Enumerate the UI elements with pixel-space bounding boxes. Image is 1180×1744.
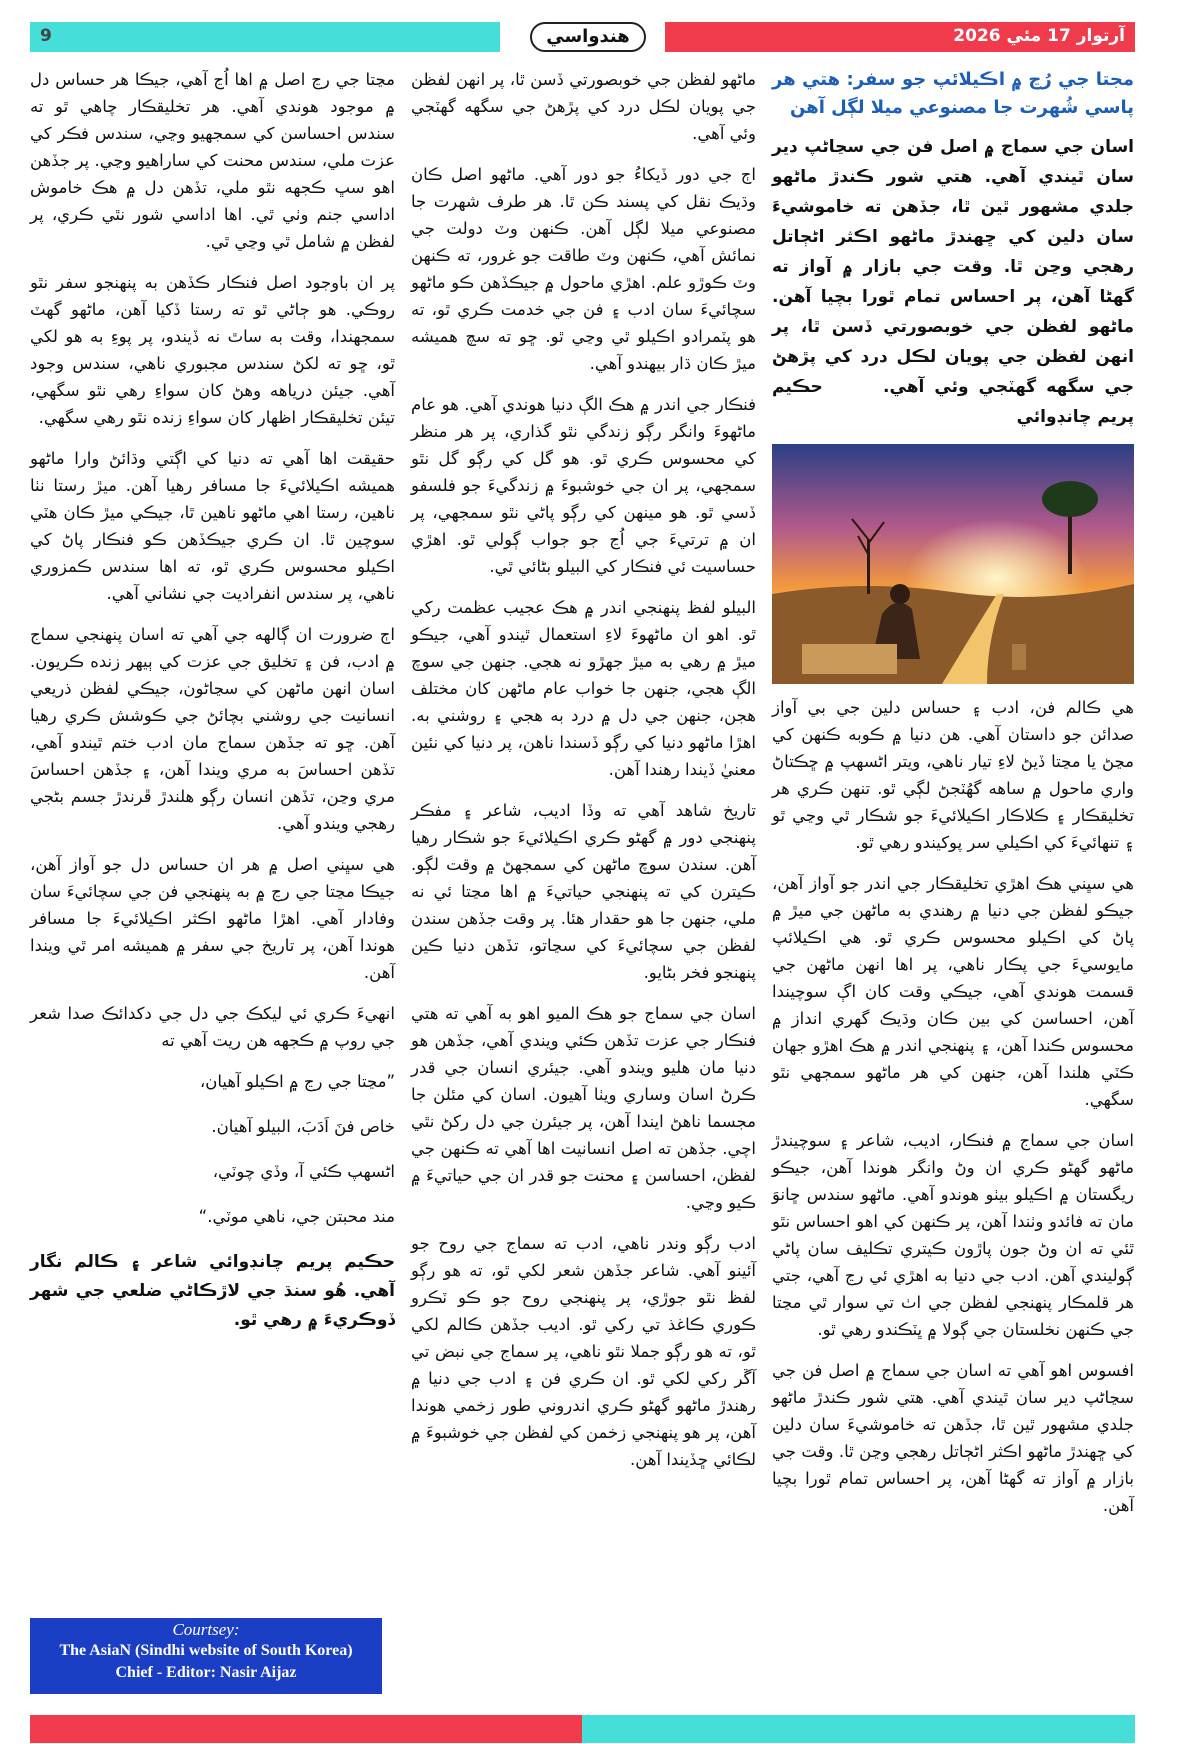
author-bio: حڪيم پريم چانڊوائي شاعر ۽ ڪالم نگار آهي. هُو سنڌ جي لاڙڪاڻي ضلعي جي شهر ڏوڪريءَ ۾ رهي ٿو.: [30, 1252, 395, 1330]
lead-text: اسان جي سماج ۾ اصل فن جي سڃاڻپ دير سان ٿيندي آهي. هتي شور ڪندڙ ماڻهو جلدي مشهور ٿين ٿا، جڏهن ته خاموشيءَ سان دلين کي ڇهندڙ ماڻهو اڪثر اڻڄاتل رهجي وڃن ٿا. وقت جي بازار ۾ آواز ته گهڻا آهن، پر احساس تمام ٿورا بچيا آهن. ماڻهو لفظن جي خوبصورتي ڏسن ٿا، پر انهن لفظن جي پويان لڪل درد کي پڙهڻ جي سگهه گهٽجي وئي آهي.: [772, 137, 1135, 397]
column-middle: [411, 66, 756, 1487]
poem-line: مند محبتن جي، ناهي موٽي.“: [198, 1207, 395, 1226]
article-title: مجتا جي رُڃ ۾ اڪيلائپ جو سفر: هتي هر پاسي شُهرت جا مصنوعي ميلا لڳل آهن: [772, 69, 1134, 118]
body-paragraph: اڄ جي دور ڏيکاءُ جو دور آهي. ماڻهو اصل ڪان وڌيڪ نقل کي پسند ڪن ٿا. هر طرف شهرت جا مصنوعي ميلا لڳل آهن. ڪنهن وٽ دولت جي نمائش آهي، ڪنهن وٽ طاقت جو غرور، ته ڪنهن وٽ ڪوڙو علم. اهڙي ماحول ۾ جيڪڏهن ڪو ماڻهو سچائيءَ سان ادب ۽ فن جي خدمت ڪري ٿو، ته هو پٽمرادو اڪيلو ٿي وڃي ٿو. ڇو ته سچ هميشه ميڙ ڪان ڌار بيهندو آهي.: [411, 165, 756, 373]
header-left-bar: [30, 22, 500, 52]
header-right-bar: [665, 22, 1135, 52]
body-paragraph: تاريخ شاهد آهي ته وڏا اديب، شاعر ۽ مفڪر پنهنجي دور ۾ گهڻو ڪري اڪيلائيءَ جو شڪار رهيا آهن. سندن سوچ ماڻهن کي سمجهڻ ۾ وقت لڳو. ڪيترن کي ته پنهنجي حياتيءَ ۾ اها مڃتا ئي نه ملي، جنهن جا هو حقدار هئا. پر وقت جڏهن سندن لفظن جي سچائيءَ کي سڃاتو، تڏهن دنيا ڪين پنهنجو فخر بڻايو.: [411, 801, 756, 982]
courtesy-editor: Chief - Editor: Nasir Aijaz: [115, 1664, 297, 1681]
body-paragraph: انهيءَ ڪري ئي ليکڪ جي دل جي دکدائڪ صدا شعر جي روپ ۾ ڪجهه هن ريت آهي ته: [30, 1004, 395, 1050]
poem-line: اڻسهپ ڪئي آ، وڏي چوٽي،: [212, 1162, 395, 1181]
body-paragraph: فنڪار جي اندر ۾ هڪ الڳ دنيا هوندي آهي. هو عام ماڻهوءَ وانگر رڳو زندگي نٿو گذاري، پر هر منظر کي محسوس ڪري ٿو. هو گل کي رڳو گل نٿو سمجهي، پر ان جي خوشبوءَ ۾ زندگيءَ جو فلسفو ڏسي ٿو. هو مينهن کي رڳو پاڻي نٿو سمجهي، پر ان ۾ ترتيءَ جي اُڃ جو جواب ڳولي ٿو. اهڙي حساسيت ئي فنڪار کي البيلو بڻائي ٿي.: [411, 395, 756, 576]
page-number: 9: [40, 26, 52, 46]
author-byline: حڪيم پريم چانڊوائي: [772, 377, 1134, 427]
article-photo: [772, 444, 1134, 684]
poem-line: ”مڃتا جي رڃ ۾ اڪيلو آهيان،: [199, 1072, 395, 1091]
poem: [30, 1068, 395, 1230]
body-paragraph: ادب رڳو وندر ناهي، ادب ته سماج جي روح جو آئينو آهي. شاعر جڏهن شعر لکي ٿو، ته هو رڳو لفظ نٿو جوڙي، پر پنهنجي روح جو ڪو ٽڪرو ڪوري ڪاغذ تي رکي ٿو. اديب جڏهن ڪالم لکي ٿو، ته هو رڳو جملا نٿو ناهي، پر سماج جي نبض تي آڱر رکي لکي ٿو. ان ڪري فن ۽ ادب جي دنيا ۾ رهندڙ ماڻهو گهڻو ڪري اندروني طور زخمي هوندا آهن، پر هو پنهنجي زخمن کي لفظن جي خوشبوءَ ۾ لڪائي ڇڏيندا آهن.: [411, 1234, 756, 1469]
body-paragraph: پر ان باوجود اصل فنڪار ڪڏهن به پنهنجو سفر نٿو روڪي. هو ڄاڻي ٿو ته رستا ڏکيا آهن، ماڻهو گهٽ سمجهندا، وقت به ساٿ نه ڏيندو، پر پوءِ به هو لکي ٿو، ڇو ته لکڻ سندس مجبوري ناهي، سندس وجود آهي. جيئن درياهه وهڻ کان سواءِ رهي نٿو سگهي، تيئن تخليقڪار اظهار کان سواءِ زنده نٿو رهي سگهي.: [30, 273, 395, 427]
body-paragraph: هي سڀني اصل ۾ هر ان حساس دل جو آواز آهن، جيڪا مڃتا جي رڃ ۾ به پنهنجي فن جي سچائيءَ سان وفادار آهي. اهڙا ماڻهو اڪثر اڪيلائيءَ جا مسافر هوندا آهن، پر تاريخ جي سفر ۾ هميشه امر ٿي ويندا آهن.: [30, 855, 395, 982]
body-paragraph: اسان جي سماج جو هڪ الميو اهو به آهي ته هتي فنڪار جي عزت تڏهن ڪئي ويندي آهي، جڏهن هو دنيا مان هليو ويندو آهي. جيئري انسان جي قدر ڪرڻ اسان وساري ويٺا آهيون. اسان کي مئلن جا مجسما ناهڻ ايندا آهن، پر جيئرن جي دل رکڻ نٿي اچي. جڏهن ته اصل انسانيت اها آهي ته ڪنهن جي لفظن، احساسن ۽ محنت جو قدر ان جي حياتيءَ ۾ ڪيو وڃي.: [411, 1004, 756, 1212]
courtesy-label: Courtsey:: [172, 1620, 240, 1639]
masthead-logo: هندواسي: [530, 22, 646, 52]
body-paragraph: مڃتا جي رڃ اصل ۾ اها اُڃ آهي، جيڪا هر حساس دل ۾ موجود هوندي آهي. هر تخليقڪار چاهي ٿو ته سندس احساسن کي سمجهيو وڃي، سندس فڪر کي عزت ملي، سندس محنت کي ساراهيو وڃي. پر جڏهن اهو سڀ ڪجهه نٿو ملي، تڏهن دل ۾ هڪ خاموش اداسي جنم وٺي ٿي. اها اداسي شور نٿي ڪري، پر لفظن ۾ شامل ٿي وڃي ٿي.: [30, 70, 395, 251]
body-paragraph: حقيقت اها آهي ته دنيا کي اڳتي وڌائڻ وارا ماڻهو هميشه اڪيلائيءَ جا مسافر رهيا آهن. ميڙ رستا نٺا ناهين، رستا اهي ماڻهو ناهين ٿا، جيڪي ميڙ ڪان هٽي سوچين ٿا. ان ڪري جيڪڏهن ڪو فنڪار پاڻ کي اڪيلو محسوس ڪري ٿو، ته اها سندس ڪمزوري ناهي، پر سندس انفراديت جي نشاني آهي.: [30, 449, 395, 603]
column-left: [30, 66, 395, 1335]
poem-line: خاص فنَ اَدَبَ، البيلو آهيان.: [211, 1117, 395, 1136]
page-footer: [30, 1715, 1135, 1743]
issue-date: آرتوار 17 مئي 2026: [953, 26, 1125, 46]
page-header: [30, 22, 1135, 52]
body-paragraph: ماڻهو لفظن جي خوبصورتي ڏسن ٿا، پر انهن لفظن جي پويان لڪل درد کي پڙهڻ جي سگهه گهٽجي وئي آهي.: [411, 70, 756, 143]
courtesy-source: The AsiaN (Sindhi website of South Korea): [59, 1642, 353, 1659]
courtesy-box: [30, 1618, 382, 1694]
body-paragraph: هي ڪالم فن، ادب ۽ حساس دلين جي بي آواز صدائن جو داستان آهي. هن دنيا ۾ ڪوبه ڪنهن کي مڃڻ يا مڃتا ڏيڻ لاءِ تيار ناهي، ويتر اڻسهپ ۾ ڇڪتاڻ واري ماحول ۾ ساهه گهُٽجڻ لڳي ٿو. تنهن ڪري هر تخليقڪار ۽ ڪلاڪار اڪيلائيءَ جو شڪار ٿي وڃي ٿو ۽ تنهائيءَ کي اڪيلي سر پوکيندو رهي ٿو.: [772, 698, 1134, 852]
footer-red-bar: [30, 1715, 582, 1743]
body-paragraph: اسان جي سماج ۾ فنڪار، اديب، شاعر ۽ سوچيندڙ ماڻهو گهڻو ڪري ان وڻ وانگر هوندا آهن، جيڪو ريگستان ۾ اڪيلو بيٺو هوندو آهي. ماڻهو سندس ڇانوَ مان ته فائدو وٺندا آهن، پر ڪنهن کي اهو احساس نٿو ٿئي ته ان وڻ جون پاڙون ڪيتري تڪليف سان پاڻي ڳوليندي آهن. ادب جي دنيا به اهڙي ئي رڃ آهي، جتي هر قلمڪار پنهنجي لفظن جي اٺ تي سوار ٿي مڃتا جي ڪنهن نخلستان جي ڳولا ۾ ڀٽڪندو رهي ٿو.: [772, 1131, 1134, 1339]
footer-teal-bar: [582, 1715, 1135, 1743]
body-paragraph: البيلو لفظ پنهنجي اندر ۾ هڪ عجيب عظمت رکي ٿو. اهو ان ماڻهوءَ لاءِ استعمال ٿيندو آهي، جيڪو ميڙ ۾ رهي به ميڙ جهڙو نه هجي. جنهن جي سوچ الڳ هجي، جنهن جا خواب عام ماڻهن کان مختلف هجن، جنهن جي دل ۾ درد به هجي ۽ روشني به. اهڙا ماڻهو دنيا کي رڳو ڏسندا ناهن، پر دنيا کي نئين معنيٰ ڏيندا رهندا آهن.: [411, 598, 756, 779]
body-paragraph: هي سڀني هڪ اهڙي تخليقڪار جي اندر جو آواز آهن، جيڪو لفظن جي دنيا ۾ رهندي به ماڻهن جي ميڙ ۾ پاڻ کي اڪيلو محسوس ڪري ٿو. هي اڪيلائپ مايوسيءَ جي پڪار ناهي، پر اها انهن ماڻهن جي قسمت هوندي آهي، جيڪي وقت کان اڳ سوچيندا آهن، احساسن کي بين ڪان وڌيڪ گهري انداز ۾ محسوس ڪندا آهن، ۽ پنهنجي اندر ۾ هڪ اهڙو جهان ڪٽي هلندا آهن، جنهن کي هر ماڻهو سمجهي نٿو سگهي.: [772, 874, 1134, 1109]
article-lead: [772, 132, 1134, 432]
body-paragraph: اڄ ضرورت ان ڳالهه جي آهي ته اسان پنهنجي سماج ۾ ادب، فن ۽ تخليق جي عزت کي ٻيهر زنده ڪريون. اسان انهن ماڻهن کي سڃاڻون، جيڪي لفظن ذريعي انسانيت جي روشني بچائڻ جي ڪوشش ڪري رهيا آهن. ڇو ته جڏهن سماج مان ادب ختم ٿيندو آهي، تڏهن احساسَ به مري ويندا آهن، ۽ جڏهن احساسَ مري وڃن، تڏهن انسان رڳو هلندڙ ڦرندڙ جسم بڻجي رهجي ويندو آهي.: [30, 625, 395, 833]
body-paragraph: افسوس اهو آهي ته اسان جي سماج ۾ اصل فن جي سڃاڻپ دير سان ٿيندي آهي. هتي شور ڪندڙ ماڻهو جلدي مشهور ٿين ٿا، جڏهن ته خاموشيءَ سان دلين کي ڇهندڙ ماڻهو اڪثر اڻڄاتل رهجي وڃن ٿا. وقت جي بازار ۾ آواز ته گهڻا آهن، پر احساس تمام ٿورا بچيا آهن.: [772, 1361, 1134, 1515]
column-right: [772, 66, 1134, 1533]
